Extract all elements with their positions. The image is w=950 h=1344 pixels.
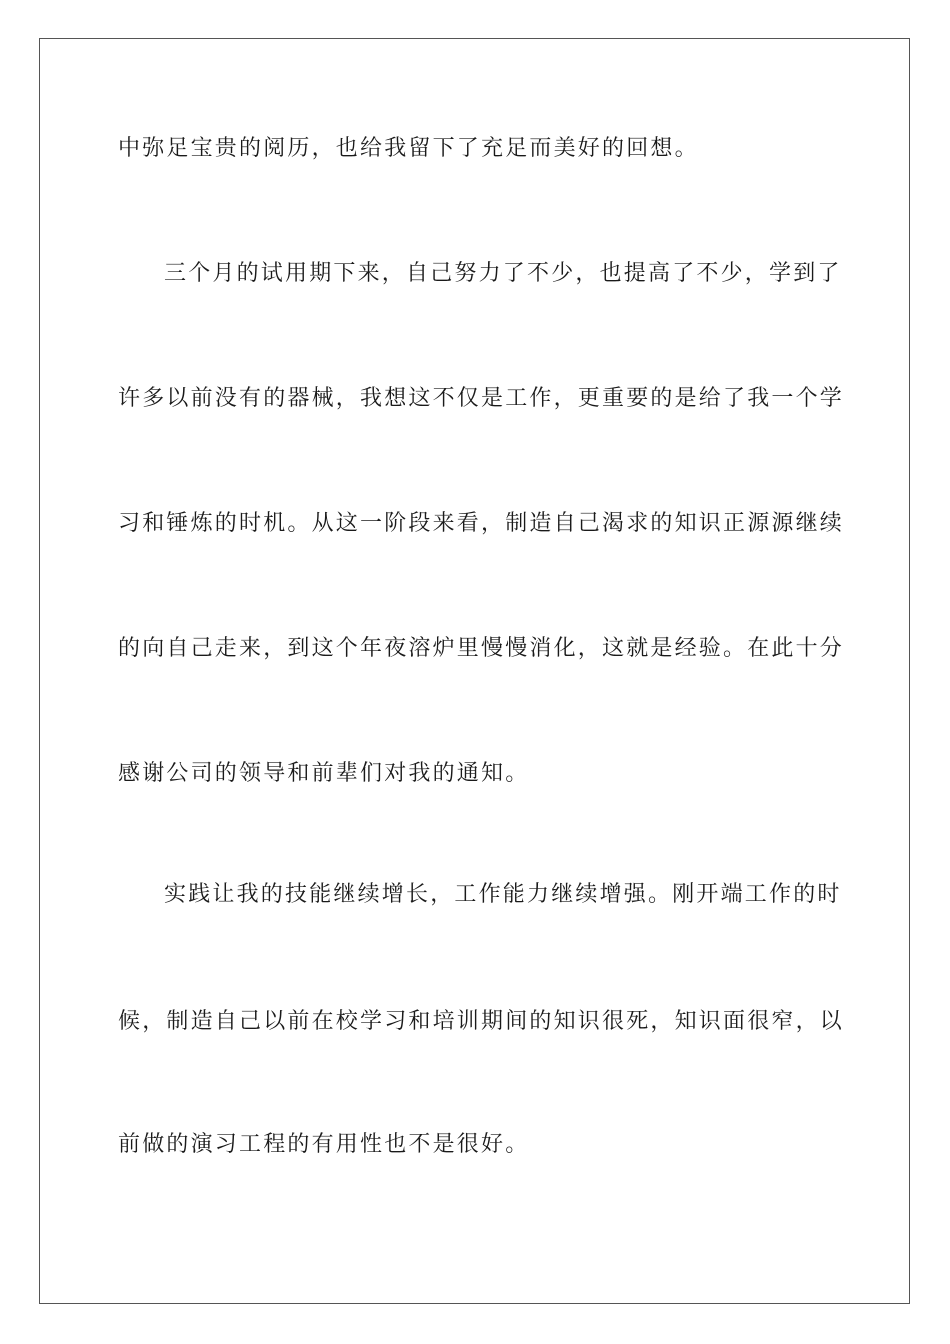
text-line: 许多以前没有的器械，我想这不仅是工作，更重要的是给了我一个学 — [118, 386, 845, 411]
text-line: 感谢公司的领导和前辈们对我的通知。 — [118, 761, 530, 786]
text-line: 的向自己走来，到这个年夜溶炉里慢慢消化，这就是经验。在此十分 — [118, 636, 845, 661]
page-border — [39, 38, 910, 1304]
paragraph-start-line: 实践让我的技能继续增长，工作能力继续增强。刚开端工作的时 — [164, 882, 842, 907]
text-line: 候，制造自己以前在校学习和培训期间的知识很死，知识面很窄，以 — [118, 1009, 845, 1034]
paragraph-start-line: 三个月的试用期下来，自己努力了不少，也提高了不少，学到了 — [164, 261, 842, 286]
text-line: 中弥足宝贵的阅历，也给我留下了充足而美好的回想。 — [118, 136, 699, 161]
text-line: 习和锤炼的时机。从这一阶段来看，制造自己渴求的知识正源源继续 — [118, 511, 845, 536]
text-line: 前做的演习工程的有用性也不是很好。 — [118, 1132, 530, 1157]
